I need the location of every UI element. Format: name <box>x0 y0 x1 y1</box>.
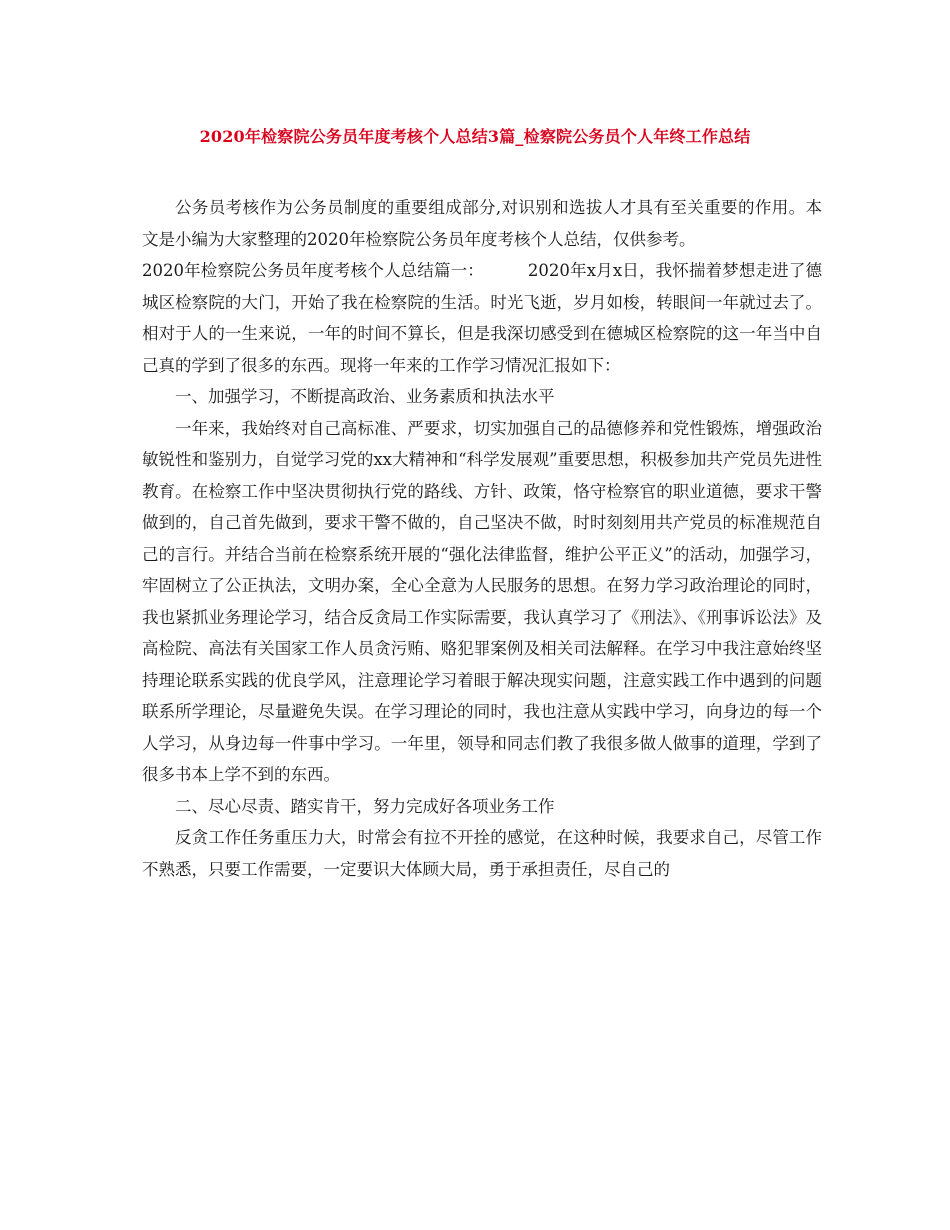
section-heading-part-one: 2020年检察院公务员年度考核个人总结篇一： <box>142 261 484 280</box>
document-body <box>142 192 822 885</box>
document-title: 2020年检察院公务员年度考核个人总结3篇_检察院公务员个人年终工作总结 <box>199 127 751 146</box>
section-heading-2: 二、尽心尽责、踏实肯干，努力完成好各项业务工作 <box>175 796 555 816</box>
paragraph-part-one <box>142 255 822 381</box>
paragraph-section-1: 一年来，我始终对自己高标准、严要求，切实加强自己的品德修养和党性锻炼，增强政治敏锐性和鉴别力，自觉学习党的xx大精神和“科学发展观”重要思想，积极参加共产党员先进性教育。在检察工作中坚决贯彻执行党的路线、方针、政策，恪守检察官的职业道德，要求干警做到的，自己首先做到，要求干警不做的，自己坚决不做，时时刻刻用共产党员的标准规范自己的言行。并结合当前在检察系统开展的“强化法律监督，维护公平正义”的活动，加强学习，牢固树立了公正执法，文明办案，全心全意为人民服务的思想。在努力学习政治理论的同时，我也紧抓业务理论学习，结合反贪局工作实际需要，我认真学习了《刑法》、《刑事诉讼法》及高检院、高法有关国家工作人员贪污贿、赂犯罪案例及相关司法解释。在学习中我注意始终坚持理论联系实践的优良学风，注意理论学习着眼于解决现实问题，注意实践工作中遇到的问题联系所学理论，尽量避免失误。在学习理论的同时，我也注意从实践中学习，向身边的每一个人学习，从身边每一件事中学习。一年里，领导和同志们教了我很多做人做事的道理，学到了很多书本上学不到的东西。 <box>142 418 822 784</box>
part-one-opening: 2020年x月x日，我怀揣着梦想走进了德城区检察院的大门，开始了我在检察院的生活。时光飞逝，岁月如梭，转眼间一年就过去了。相对于人的一生来说，一年的时间不算长，但是我深切感受到在德城区检察院的这一年当中自己真的学到了很多的东西。现将一年来的工作学习情况汇报如下： <box>142 261 822 375</box>
paragraph-section-2: 反贪工作任务重压力大，时常会有拉不开拴的感觉，在这种时候，我要求自己，尽管工作不熟悉，只要工作需要，一定要识大体顾大局，勇于承担责任，尽自己的 <box>142 828 822 879</box>
section-heading-1: 一、加强学习，不断提高政治、业务素质和执法水平 <box>175 387 555 406</box>
paragraph-intro: 公务员考核作为公务员制度的重要组成部分,对识别和选拔人才具有至关重要的作用。本文是小编为大家整理的2020年检察院公务员年度考核个人总结，仅供参考。 <box>142 198 822 249</box>
